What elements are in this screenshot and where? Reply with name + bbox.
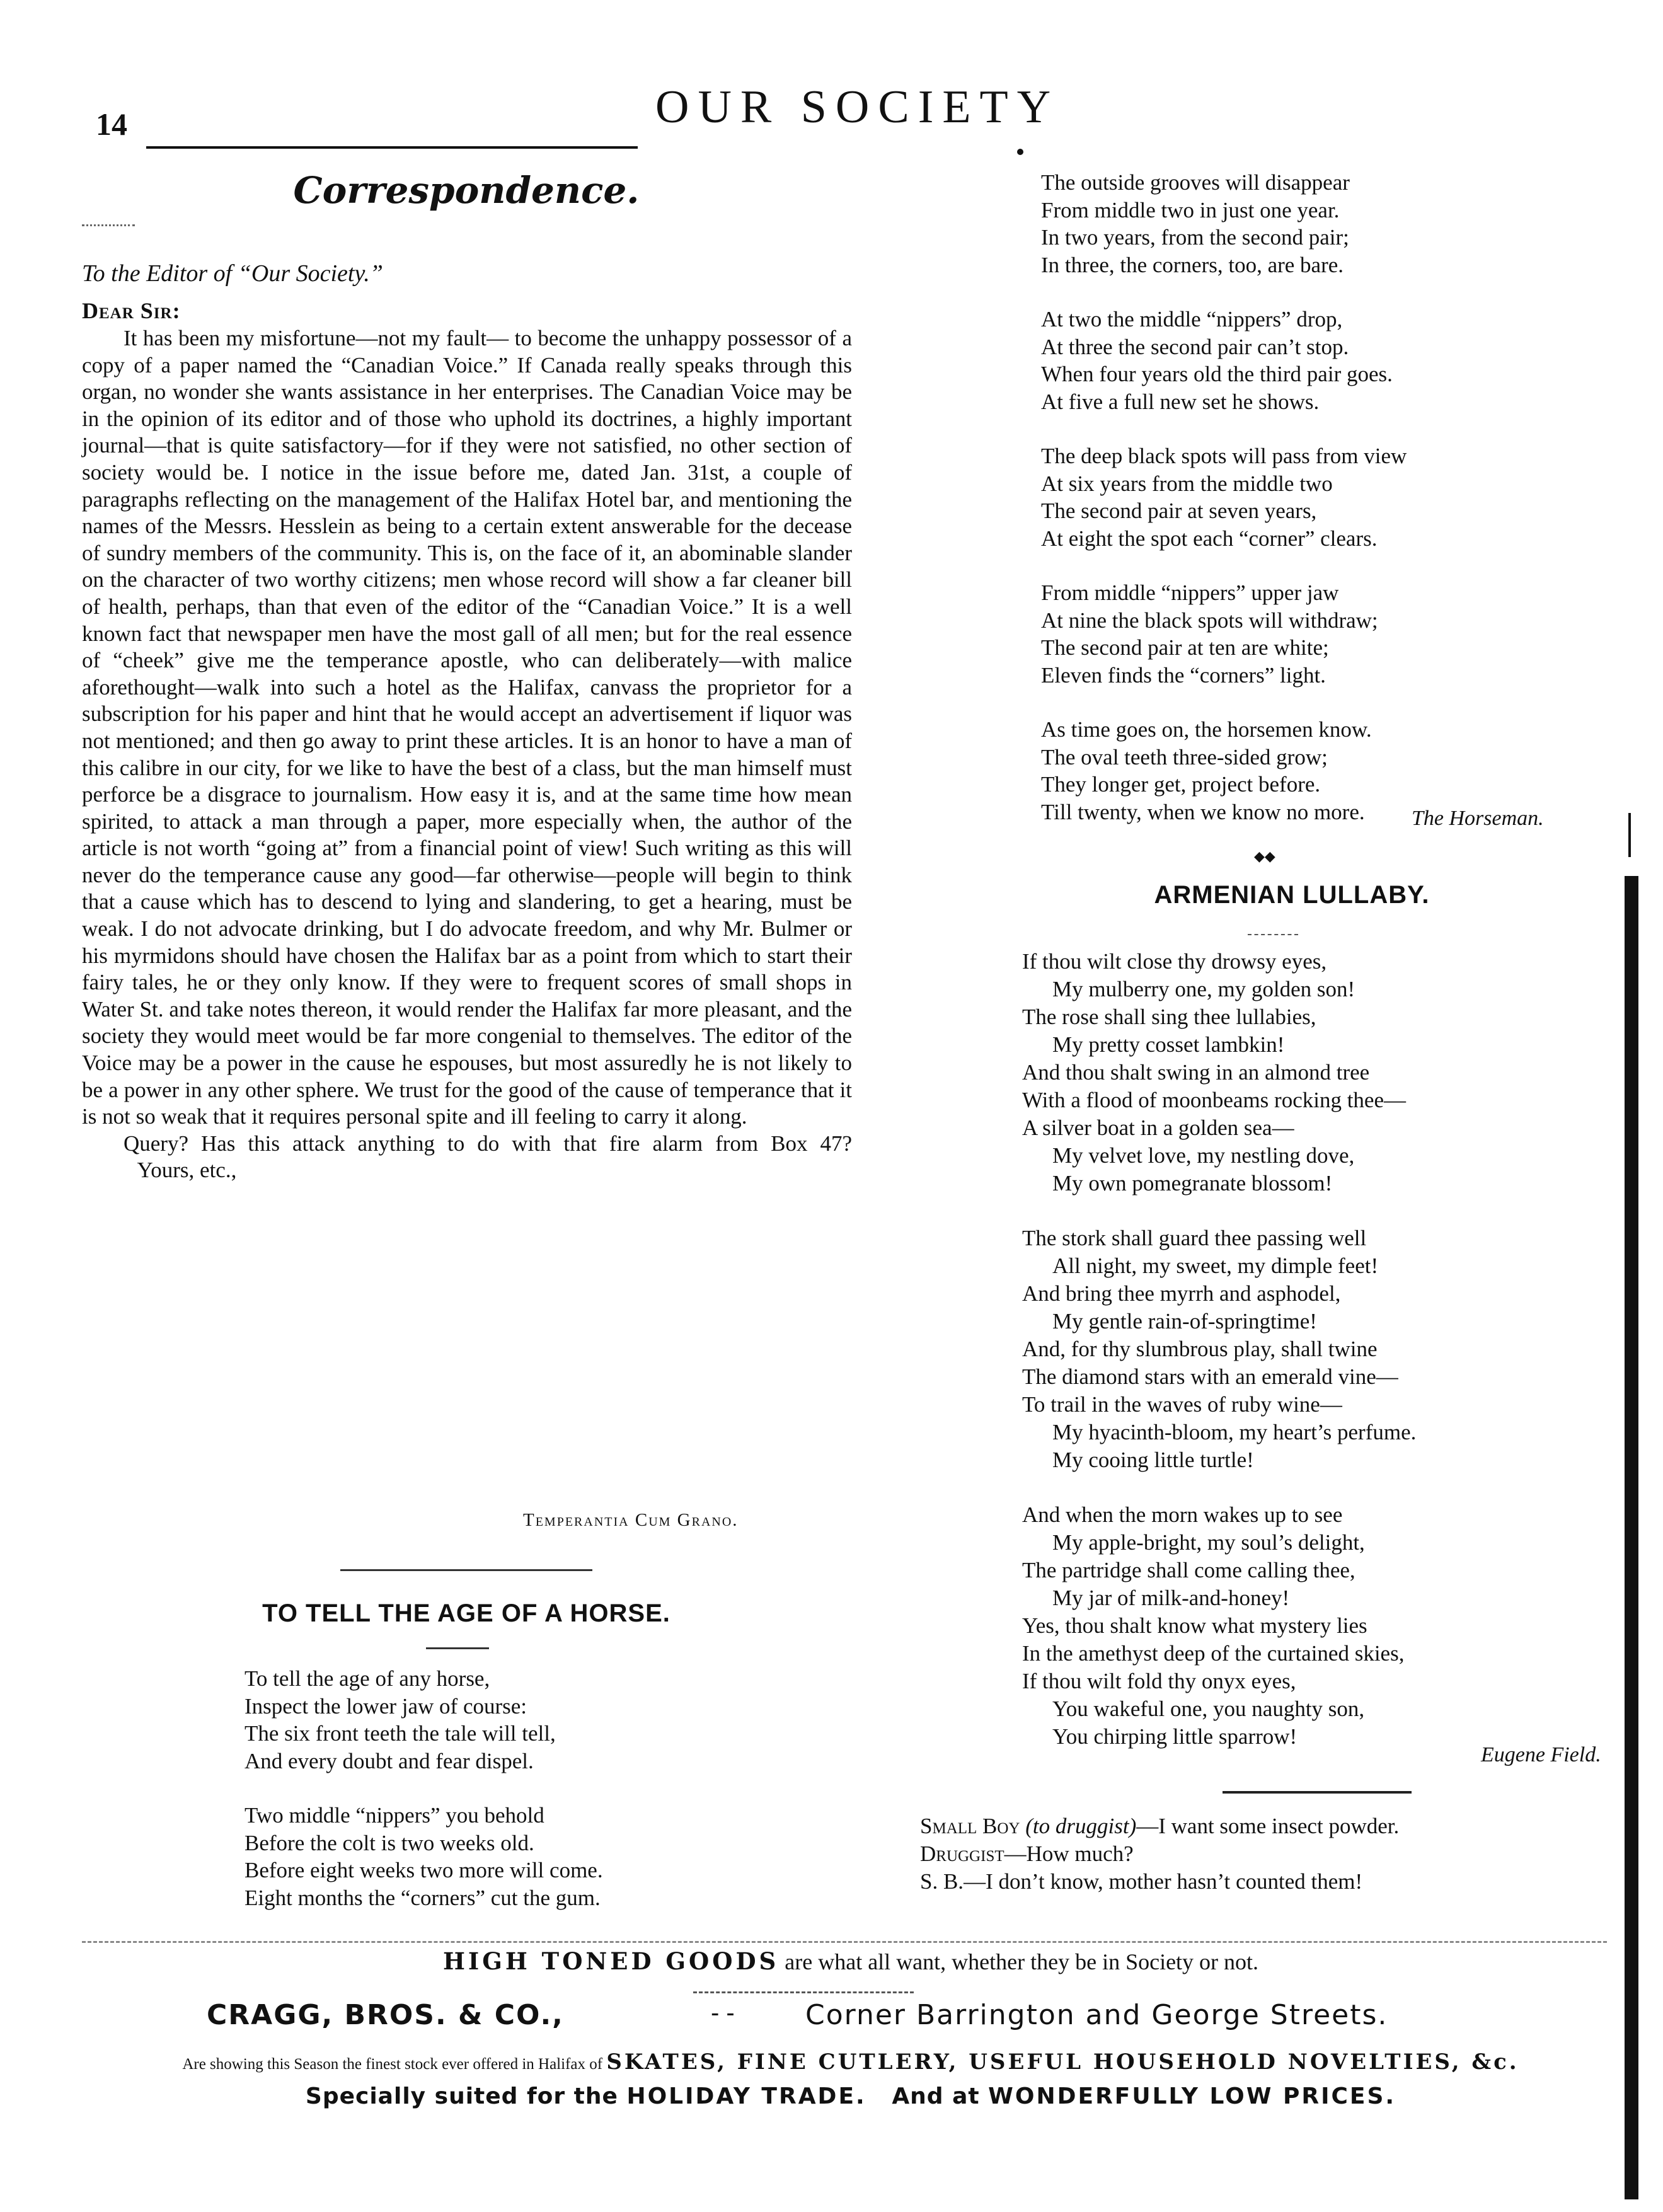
poem-line: The second pair at seven years, xyxy=(1041,498,1317,523)
poem-line: With a flood of moonbeams rocking thee— xyxy=(1022,1088,1406,1112)
poem-line: My jar of milk-and-honey! xyxy=(1052,1586,1290,1610)
poem-line: My own pomegranate blossom! xyxy=(1052,1171,1333,1195)
stanza xyxy=(1022,948,1416,1197)
poem-line: Before the colt is two weeks old. xyxy=(245,1830,534,1855)
letter-signature: Temperantia Cum Grano. xyxy=(523,1510,739,1530)
poem-line: At five a full new set he shows. xyxy=(1041,389,1320,414)
ornament-rule xyxy=(82,224,135,226)
poem-line: My hyacinth-bloom, my heart’s perfume. xyxy=(1052,1420,1417,1444)
poem-line: At nine the black spots will withdraw; xyxy=(1041,608,1378,633)
column-rule xyxy=(1628,813,1631,857)
page-edge-rule xyxy=(1625,876,1638,2199)
letter-salutation: Dear Sir: xyxy=(82,298,181,323)
poem-line: You wakeful one, you naughty son, xyxy=(1052,1696,1365,1721)
letter-body xyxy=(82,325,852,1184)
poem-line: To tell the age of any horse, xyxy=(245,1666,490,1691)
header-rule xyxy=(146,146,638,149)
joke-speaker: Druggist xyxy=(920,1841,1004,1866)
poem-line: When four years old the third pair goes. xyxy=(1041,362,1393,386)
poem-line: From middle two in just one year. xyxy=(1041,197,1340,222)
advert-rule xyxy=(693,1991,914,1993)
letter-paragraph: It has been my misfortune—not my fault— to become the unhappy possessor of a copy of a paper named the “Canadian Voice.” If Canada really speaks through this organ, no wonder she wants assistance in her enterprises. The Canadian Voice may be in the opinion of its editor and of those who uphold its doctrines, a highly important journal—that is quite satisfactory—for if they were not satisfied, no other section of society would be. I notice in the issue before me, dated Jan. 31st, a couple of paragraphs reflecting on the management of the Halifax Hotel bar, and mentioning the names of the Messrs. Hesslein as being to a certain extent answerable for the decease of sundry members of the community. This is, on the face of it, an abominable slander on the character of two worthy citizens; men whose record will show a far cleaner bill of health, perhaps, than that even of the editor of the “Canadian Voice.” It is a well known fact that newspaper men have the most gall of all men; but for the real essence of “cheek” give me the temperance apostle, who can deliberately—with malice aforethought—walk into such a hotel as the Halifax, canvass the proprietor for a subscription for his paper and hint that he would accept an advertisement if liquor was not mentioned; and then go away to print these articles. It is an honor to have a man of this calibre in our city, for we like to have the best of a class, but the man himself must perforce be a disgrace to journalism. How easy it is, and at the same time how mean spirited, to attack a man through a paper, more especially when, the author of the article is not worth “going at” from a financial point of view! Such writing as this will never do the temperance cause any good—far otherwise—people will begin to think that a cause which has to descend to lying and slandering, to get a hearing, must be weak. I do not advocate drinking, but I do advocate freedom, and why Mr. Bulmer or his myrmidons should have chosen the Halifax bar as a point from which to start their fairy tales, he or they only know. If they were to frequent scores of small shops in Water St. and take notes thereon, it would render the Halifax far more pleasant, and the society they would meet would be far more congenial to themselves. The editor of the Voice may be a power in the cause he espouses, but most assuredly he is not likely to be a power in any other sphere. We trust for the good of the cause of temperance that it is not so weak that it requires personal spite and ill feeling to carry it along. xyxy=(82,326,852,1129)
footer-rule xyxy=(82,1941,1607,1943)
stanza xyxy=(1041,579,1407,689)
advert-headline: HIGH TONED GOODS xyxy=(442,1947,780,1975)
letter-paragraph: Query? Has this attack anything to do with that fire alarm from Box 47? Yours, etc., xyxy=(82,1131,852,1183)
section-divider xyxy=(340,1569,592,1571)
poem-line: If thou wilt fold thy onyx eyes, xyxy=(1022,1669,1296,1693)
poem-line: From middle “nippers” upper jaw xyxy=(1041,580,1339,605)
stanza xyxy=(1041,442,1407,552)
stanza xyxy=(245,1802,603,1911)
lullaby-credit: Eugene Field. xyxy=(1481,1743,1601,1766)
section-divider xyxy=(1223,1791,1412,1794)
advert-text: And at xyxy=(866,2083,989,2109)
poem-line: At two the middle “nippers” drop, xyxy=(1041,307,1343,331)
section-divider-ornament: ◆◆ xyxy=(1254,848,1275,864)
horse-poem-right xyxy=(1041,169,1407,853)
poem-line: Before eight weeks two more will come. xyxy=(245,1858,603,1882)
poem-line: My pretty cosset lambkin! xyxy=(1052,1032,1285,1057)
advert-highlight: HOLIDAY TRADE. xyxy=(626,2083,866,2109)
stanza xyxy=(245,1665,603,1775)
poem-line: My gentle rain-of-springtime! xyxy=(1052,1309,1317,1334)
advert-products: SKATES, FINE CUTLERY, USEFUL HOUSEHOLD NOVELTIES, &c. xyxy=(606,2049,1519,2075)
poem-line: They longer get, project before. xyxy=(1041,772,1321,797)
poem-line: To trail in the waves of ruby wine— xyxy=(1022,1392,1342,1417)
poem-line: At three the second pair can’t stop. xyxy=(1041,334,1349,359)
poem-line: My velvet love, my nestling dove, xyxy=(1052,1143,1355,1168)
joke-line xyxy=(920,1812,1399,1840)
poem-line: Eight months the “corners” cut the gum. xyxy=(245,1885,601,1910)
joke-line xyxy=(920,1868,1399,1896)
poem-line: You chirping little sparrow! xyxy=(1052,1724,1298,1749)
poem-line: And when the morn wakes up to see xyxy=(1022,1502,1343,1527)
advert-address: Corner Barrington and George Streets. xyxy=(805,1999,1388,2031)
poem-line: And bring thee myrrh and asphodel, xyxy=(1022,1281,1341,1306)
poem-line: In two years, from the second pair; xyxy=(1041,225,1349,250)
lullaby-poem xyxy=(1022,948,1416,1778)
poem-line: My mulberry one, my golden son! xyxy=(1052,977,1355,1001)
poem-line: The partridge shall come calling thee, xyxy=(1022,1558,1355,1582)
poem-line: The diamond stars with an emerald vine— xyxy=(1022,1364,1398,1389)
stanza xyxy=(1022,1501,1416,1751)
poem-line: The oval teeth three-sided grow; xyxy=(1041,744,1328,769)
advert-text: are what all want, whether they be in Society or not. xyxy=(779,1949,1259,1974)
poem-line: A silver boat in a golden sea— xyxy=(1022,1115,1294,1140)
poem-line: The rose shall sing thee lullabies, xyxy=(1022,1005,1316,1029)
joke-line xyxy=(920,1840,1399,1868)
title-rule xyxy=(1248,934,1298,935)
correspondence-title: Correspondence. xyxy=(293,169,640,212)
stanza xyxy=(1022,1224,1416,1474)
joke-text: —I don’t know, mother hasn’t counted them! xyxy=(964,1869,1363,1894)
stanza xyxy=(1041,306,1407,415)
letter-addressee: To the Editor of “Our Society.” xyxy=(82,260,383,287)
poem-line: In three, the corners, too, are bare. xyxy=(1041,252,1344,277)
poem-line: All night, my sweet, my dimple feet! xyxy=(1052,1253,1379,1278)
advert-line-3 xyxy=(82,2049,1620,2075)
horse-poem-credit: The Horseman. xyxy=(1412,807,1544,830)
ornament-dot xyxy=(1017,149,1023,155)
poem-line: My cooing little turtle! xyxy=(1052,1448,1254,1472)
poem-line: The second pair at ten are white; xyxy=(1041,635,1329,660)
horse-poem-left xyxy=(245,1665,603,1938)
joke-speaker: Small Boy xyxy=(920,1814,1020,1838)
poem-line: If thou wilt close thy drowsy eyes, xyxy=(1022,949,1327,974)
joke-text: —How much? xyxy=(1004,1841,1134,1866)
poem-line: And, for thy slumbrous play, shall twine xyxy=(1022,1337,1378,1361)
poem-line: And every doubt and fear dispel. xyxy=(245,1748,534,1773)
advert-highlight: WONDERFULLY LOW PRICES. xyxy=(988,2083,1396,2109)
poem-line: The outside grooves will disappear xyxy=(1041,170,1350,195)
poem-line: The stork shall guard thee passing well xyxy=(1022,1226,1367,1250)
poem-line: Till twenty, when we know no more. xyxy=(1041,799,1365,824)
joke-speaker: S. B. xyxy=(920,1869,964,1894)
joke-text: —I want some insect powder. xyxy=(1136,1814,1400,1838)
advert-company: CRAGG, BROS. & CO., xyxy=(207,1999,564,2031)
poem-line: Two middle “nippers” you behold xyxy=(245,1803,544,1828)
lullaby-title: ARMENIAN LULLABY. xyxy=(1154,881,1430,909)
advert-text: Specially suited for the xyxy=(305,2083,627,2109)
poem-line: Eleven finds the “corners” light. xyxy=(1041,662,1326,688)
title-rule xyxy=(426,1647,489,1649)
stanza xyxy=(1041,169,1407,279)
joke-aside: (to druggist) xyxy=(1025,1814,1137,1838)
poem-line: Yes, thou shalt know what mystery lies xyxy=(1022,1613,1367,1638)
poem-line: At six years from the middle two xyxy=(1041,471,1333,496)
poem-line: At eight the spot each “corner” clears. xyxy=(1041,526,1378,551)
horse-poem-title: TO TELL THE AGE OF A HORSE. xyxy=(262,1599,670,1627)
advert-text: Are showing this Season the finest stock ever offered in Halifax of xyxy=(182,2056,607,2073)
advert-line-1 xyxy=(82,1947,1620,1975)
poem-line: The deep black spots will pass from view xyxy=(1041,444,1407,468)
joke xyxy=(920,1812,1399,1896)
poem-line: And thou shalt swing in an almond tree xyxy=(1022,1060,1370,1085)
poem-line: As time goes on, the horsemen know. xyxy=(1041,717,1372,742)
poem-line: The six front teeth the tale will tell, xyxy=(245,1721,556,1746)
poem-line: Inspect the lower jaw of course: xyxy=(245,1693,527,1719)
stanza xyxy=(1041,716,1407,826)
advert-line-4 xyxy=(82,2083,1620,2109)
poem-line: My apple-bright, my soul’s delight, xyxy=(1052,1530,1365,1555)
poem-line: In the amethyst deep of the curtained skies, xyxy=(1022,1641,1405,1666)
advert-dash: - - xyxy=(711,1999,735,2027)
masthead: OUR SOCIETY xyxy=(655,81,1060,133)
page-number: 14 xyxy=(96,107,127,142)
